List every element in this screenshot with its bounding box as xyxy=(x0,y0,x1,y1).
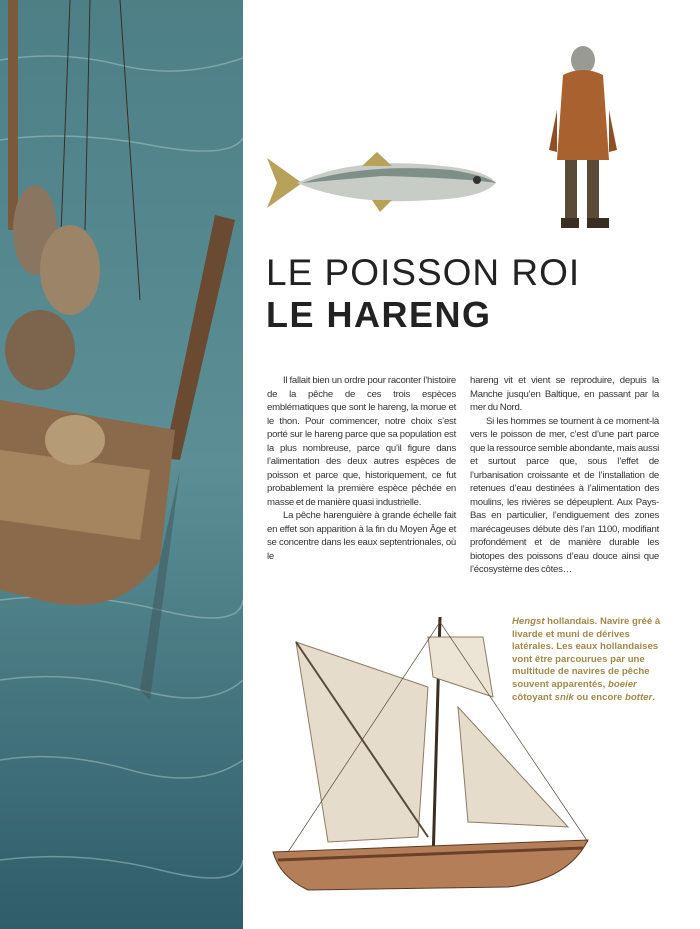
ship-caption xyxy=(512,616,662,704)
fisherman-illustration xyxy=(543,40,623,240)
paragraph: Si les hommes se tournent à ce moment-là vers le poisson de mer, c’est d’une part parce que la ressource semble abondante, mais aussi et surtout parce que, sous l’effet de l’urbanisation croissante et de l’installation de retenues d’eau destinées à l’alimentation des moulins, les rivières se dépeuplent. Aux Pays-Bas en particulier, l’endiguement des zones marécageuses débute dès l’an 1100, modifiant profondément et de manière durable les biotopes des poissons d’eau douce ainsi que l’écosystème des côtes… xyxy=(470,415,659,575)
page-title-line1: LE POISSON ROI xyxy=(266,252,581,293)
caption-term: snik xyxy=(554,691,574,703)
caption-text: côtoyant xyxy=(512,691,555,703)
paragraph: La pêche harenguière à grande échelle fait en effet son apparition à la fin du Moyen Âge et se concentre dans les eaux septentrionales, où le xyxy=(267,510,456,562)
paragraph: hareng vit et vient se reproduire, depuis la Manche jusqu’en Baltique, en passant par la mer du Nord. xyxy=(470,375,659,413)
fishing-boat-sea-illustration xyxy=(0,0,243,929)
paragraph: Il fallait bien un ordre pour raconter l’histoire de la pêche de ces trois espèces emblématiques que sont le hareng, la morue et le thon. Pour commencer, notre choix s’est porté sur le hareng parce que sa population est la plus nombreuse, parce qu’il figure dans l’alimentation des deux autres espèces de poisson et parce que, historiquement, ce fut probablement la première espèce pêchée en masse et de manière quasi industrielle. xyxy=(267,375,456,508)
text-column-1 xyxy=(267,374,456,563)
text-column-2 xyxy=(470,374,659,577)
caption-text: . xyxy=(652,691,655,703)
caption-term: boeier xyxy=(607,678,637,690)
caption-text: ou encore xyxy=(573,691,626,703)
caption-text: hollandais. Navire gréé à livarde et muni de dérives latérales. Les eaux hollandaises vont être parcourues par une multitude de navires de pêche souvent apparentés, xyxy=(512,616,661,690)
page-title-line2: LE HARENG xyxy=(266,294,492,335)
caption-term: Hengst xyxy=(512,616,545,627)
herring-illustration xyxy=(262,148,500,218)
caption-term: botter xyxy=(625,691,653,703)
